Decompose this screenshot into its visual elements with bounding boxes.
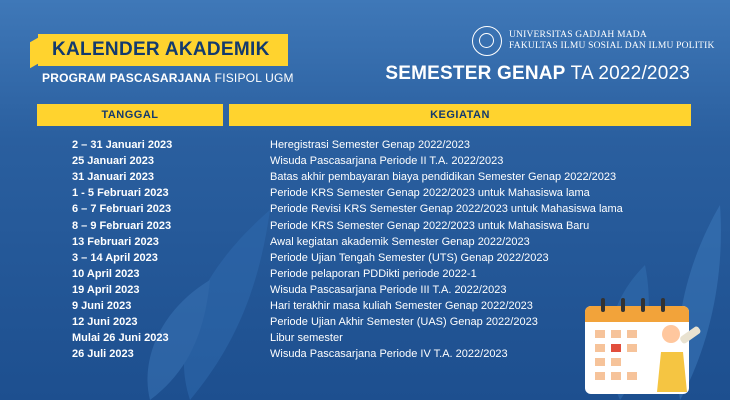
table-row [0,268,700,284]
row-date: Mulai 26 Juni 2023 [72,332,169,345]
table-row [0,203,700,219]
row-activity: Periode Revisi KRS Semester Genap 2022/2023 untuk Mahasiswa lama [270,203,623,216]
table-row [0,252,700,268]
row-activity: Hari terakhir masa kuliah Semester Genap 2022/2023 [270,300,533,312]
row-activity: Periode KRS Semester Genap 2022/2023 untuk Mahasiswa lama [270,187,590,200]
program-subtitle [42,71,294,85]
university-name: UNIVERSITAS GADJAH MADA [509,30,647,40]
row-date: 9 Juni 2023 [72,300,132,312]
page-title: KALENDER AKADEMIK [38,34,288,66]
semester-label-bold: SEMESTER GENAP [385,63,566,84]
program-name-bold: PROGRAM PASCASARJANA [42,71,212,85]
row-date: 19 April 2023 [72,283,140,296]
row-activity: Periode Ujian Tengah Semester (UTS) Genap 2022/2023 [270,251,549,264]
row-date: 3 – 14 April 2023 [72,251,158,264]
faculty-name: FAKULTAS ILMU SOSIAL DAN ILMU POLITIK [509,41,715,51]
row-activity: Periode KRS Semester Genap 2022/2023 untuk Mahasiswa Baru [270,219,590,232]
row-activity: Heregistrasi Semester Genap 2022/2023 [270,139,470,151]
row-activity: Libur semester [270,332,343,345]
ugm-seal-logo-icon [472,26,502,56]
row-activity: Batas akhir pembayaran biaya pendidikan Semester Genap 2022/2023 [270,171,617,184]
row-date: 1 - 5 Februari 2023 [72,187,169,200]
table-row [0,139,700,155]
row-activity: Awal kegiatan akademik Semester Genap 2022/2023 [270,235,530,248]
row-activity: Periode pelaporan PDDikti periode 2022-1 [270,267,477,280]
table-row [0,236,700,252]
university-text [509,30,715,52]
university-header [472,26,715,56]
row-activity: Wisuda Pascasarjana Periode IV T.A. 2022/2023 [270,348,508,361]
row-date: 13 Februari 2023 [72,235,159,248]
row-activity: Periode Ujian Akhir Semester (UAS) Genap 2022/2023 [270,316,538,329]
table-row [0,187,700,203]
row-date: 2 – 31 Januari 2023 [72,139,173,151]
table-row [0,220,700,236]
table-row [0,155,700,171]
row-date: 8 – 9 Februari 2023 [72,219,172,232]
row-date: 31 Januari 2023 [72,171,154,184]
semester-label-rest: TA 2022/2023 [565,63,690,84]
column-header-activity: KEGIATAN [229,104,691,126]
table-row [0,171,700,187]
program-name-rest: FISIPOL UGM [211,71,294,85]
row-date: 10 April 2023 [72,267,140,280]
row-date: 25 Januari 2023 [72,155,154,168]
column-header-date: TANGGAL [37,104,223,126]
row-date: 26 Juli 2023 [72,348,134,361]
row-activity: Wisuda Pascasarjana Periode II T.A. 2022/2023 [270,155,504,168]
semester-heading [385,63,690,85]
row-date: 6 – 7 Februari 2023 [72,203,172,216]
row-activity: Wisuda Pascasarjana Periode III T.A. 2022/2023 [270,283,507,296]
row-date: 12 Juni 2023 [72,316,138,329]
calendar-illustration-icon [583,292,707,396]
